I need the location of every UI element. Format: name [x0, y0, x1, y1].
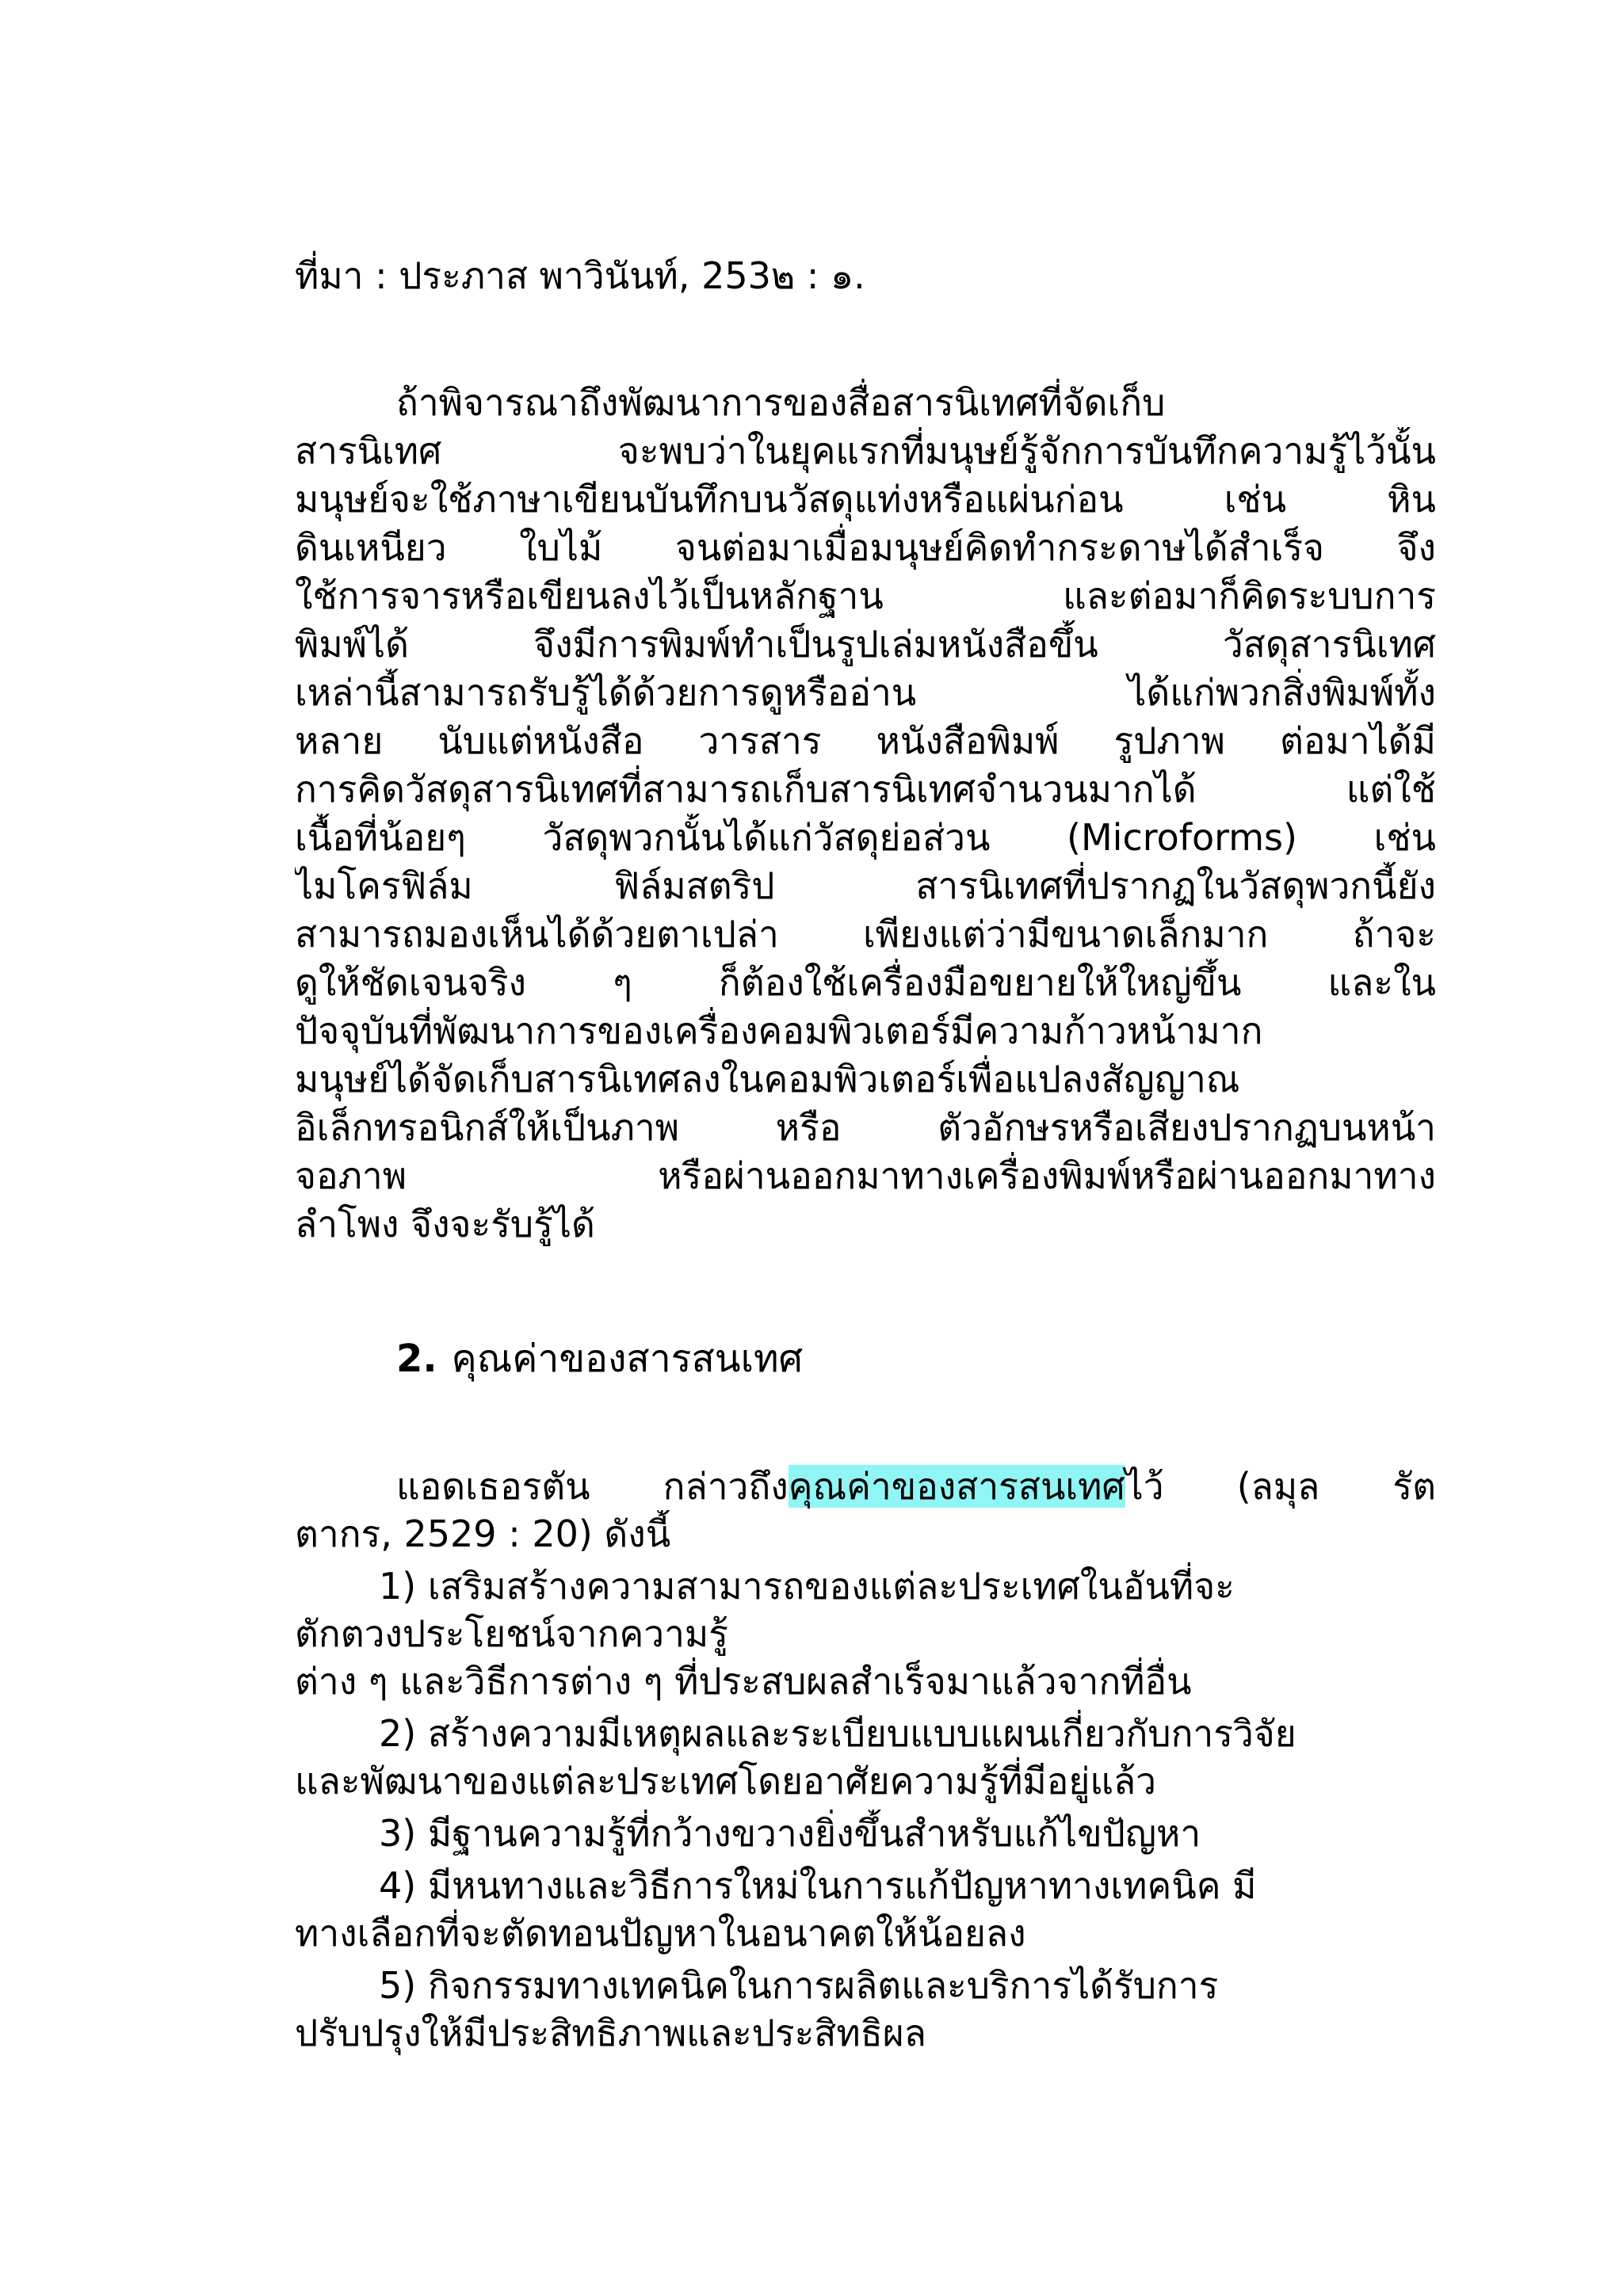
list-item-2: 2) สร้างความมีเหตุผลและระเบียบแบบแผนเกี่ยวกับการวิจัย: [379, 1712, 1296, 1755]
list-item-1: 1) เสริมสร้างความสามารถของแต่ละประเทศในอันที่จะ: [379, 1565, 1235, 1608]
list-item-1-continuation: ตักตวงประโยชน์จากความรู้: [295, 1612, 728, 1655]
list-item-3: 3) มีฐานความรู้ที่กว้างขวางยิ่งขึ้นสำหรับแก้ไขปัญหา: [379, 1812, 1201, 1855]
paragraph-line: ถ้าพิจารณาถึงพัฒนาการของสื่อสารนิเทศที่จัดเก็บ: [396, 381, 1166, 424]
list-item-4: 4) มีหนทางและวิธีการใหม่ในการแก้ปัญหาทางเทคนิค มี: [379, 1864, 1257, 1907]
paragraph-line: อิเล็กทรอนิกส์ให้เป็นภาพ หรือ ตัวอักษรหรือเสียงปรากฏบนหน้า: [295, 1106, 1436, 1149]
list-item-4-continuation: ทางเลือกที่จะตัดทอนปัญหาในอนาคตให้น้อยลง: [295, 1912, 1026, 1955]
paragraph-line: มนุษย์ได้จัดเก็บสารนิเทศลงในคอมพิวเตอร์เพื่อแปลงสัญญาณ: [295, 1058, 1240, 1100]
paragraph-line: ใช้การจารหรือเขียนลงไว้เป็นหลักฐาน และต่อมาก็คิดระบบการ: [295, 574, 1436, 617]
paragraph-line: ลำโพง จึงจะรับรู้ได้: [295, 1203, 595, 1245]
section-number: 2.: [396, 1337, 437, 1381]
source-citation: ที่มา : ประภาส พาวินันท์, 253๒ : ๑.: [295, 254, 865, 297]
paragraph-line: เหล่านี้สามารถรับรู้ได้ด้วยการดูหรืออ่าน ได้แก่พวกสิ่งพิมพ์ทั้ง: [295, 671, 1436, 714]
paragraph-line: ดินเหนียว ใบไม้ จนต่อมาเมื่อมนุษย์คิดทำกระดาษได้สำเร็จ จึง: [295, 526, 1436, 569]
document-page: [295, 252, 1436, 2057]
paragraph-line: สารนิเทศ จะพบว่าในยุคแรกที่มนุษย์รู้จักการบันทึกความรู้ไว้นั้น: [295, 429, 1436, 472]
paragraph-line: ไมโครฟิล์ม ฟิล์มสตริป สารนิเทศที่ปรากฏในวัสดุพวกนี้ยัง: [295, 864, 1436, 907]
intro-line-2: ตากร, 2529 : 20) ดังนี้: [295, 1512, 671, 1555]
body-paragraph: [295, 379, 1436, 1249]
paragraph-line: การคิดวัสดุสารนิเทศที่สามารถเก็บสารนิเทศจำนวนมากได้ แต่ใช้: [295, 768, 1436, 810]
intro-line: [295, 1463, 1436, 1510]
intro-text-after: ไว้ (ลมุล รัต: [1125, 1465, 1436, 1508]
values-section: [295, 1463, 1436, 2057]
paragraph-line: ปัจจุบันที่พัฒนาการของเครื่องคอมพิวเตอร์มีความก้าวหน้ามาก: [295, 1009, 1263, 1052]
list-item-1-continuation: ต่าง ๆ และวิธีการต่าง ๆ ที่ประสบผลสำเร็จมาแล้วจากที่อื่น: [295, 1660, 1192, 1703]
paragraph-line: หลาย นับแต่หนังสือ วารสาร หนังสือพิมพ์ รูปภาพ ต่อมาได้มี: [295, 719, 1436, 762]
paragraph-line: จอภาพ หรือผ่านออกมาทางเครื่องพิมพ์หรือผ่านออกมาทาง: [295, 1154, 1436, 1197]
highlighted-term: คุณค่าของสารสนเทศ: [788, 1465, 1125, 1508]
paragraph-line: เนื้อที่น้อยๆ วัสดุพวกนั้นได้แก่วัสดุย่อส่วน (Microforms) เช่น: [295, 816, 1436, 859]
paragraph-line: มนุษย์จะใช้ภาษาเขียนบันทึกบนวัสดุแท่งหรือแผ่นก่อน เช่น หิน: [295, 478, 1436, 521]
paragraph-line: ดูให้ชัดเจนจริง ๆ ก็ต้องใช้เครื่องมือขยายให้ใหญ่ขึ้น และใน: [295, 961, 1436, 1004]
list-item-5-continuation: ปรับปรุงให้มีประสิทธิภาพและประสิทธิผล: [295, 2012, 926, 2054]
paragraph-line: พิมพ์ได้ จึงมีการพิมพ์ทำเป็นรูปเล่มหนังสือขึ้น วัสดุสารนิเทศ: [295, 623, 1436, 666]
list-item-5: 5) กิจกรรมทางเทคนิคในการผลิตและบริการได้รับการ: [379, 1964, 1219, 2007]
section-heading: [396, 1334, 1436, 1383]
intro-text-before: แอดเธอรตัน กล่าวถึง: [396, 1465, 789, 1508]
paragraph-line: สามารถมองเห็นได้ด้วยตาเปล่า เพียงแต่ว่ามีขนาดเล็กมาก ถ้าจะ: [295, 913, 1436, 955]
section-title: คุณค่าของสารสนเทศ: [451, 1337, 804, 1381]
list-item-2-continuation: และพัฒนาของแต่ละประเทศโดยอาศัยความรู้ที่มีอยู่แล้ว: [295, 1760, 1156, 1802]
